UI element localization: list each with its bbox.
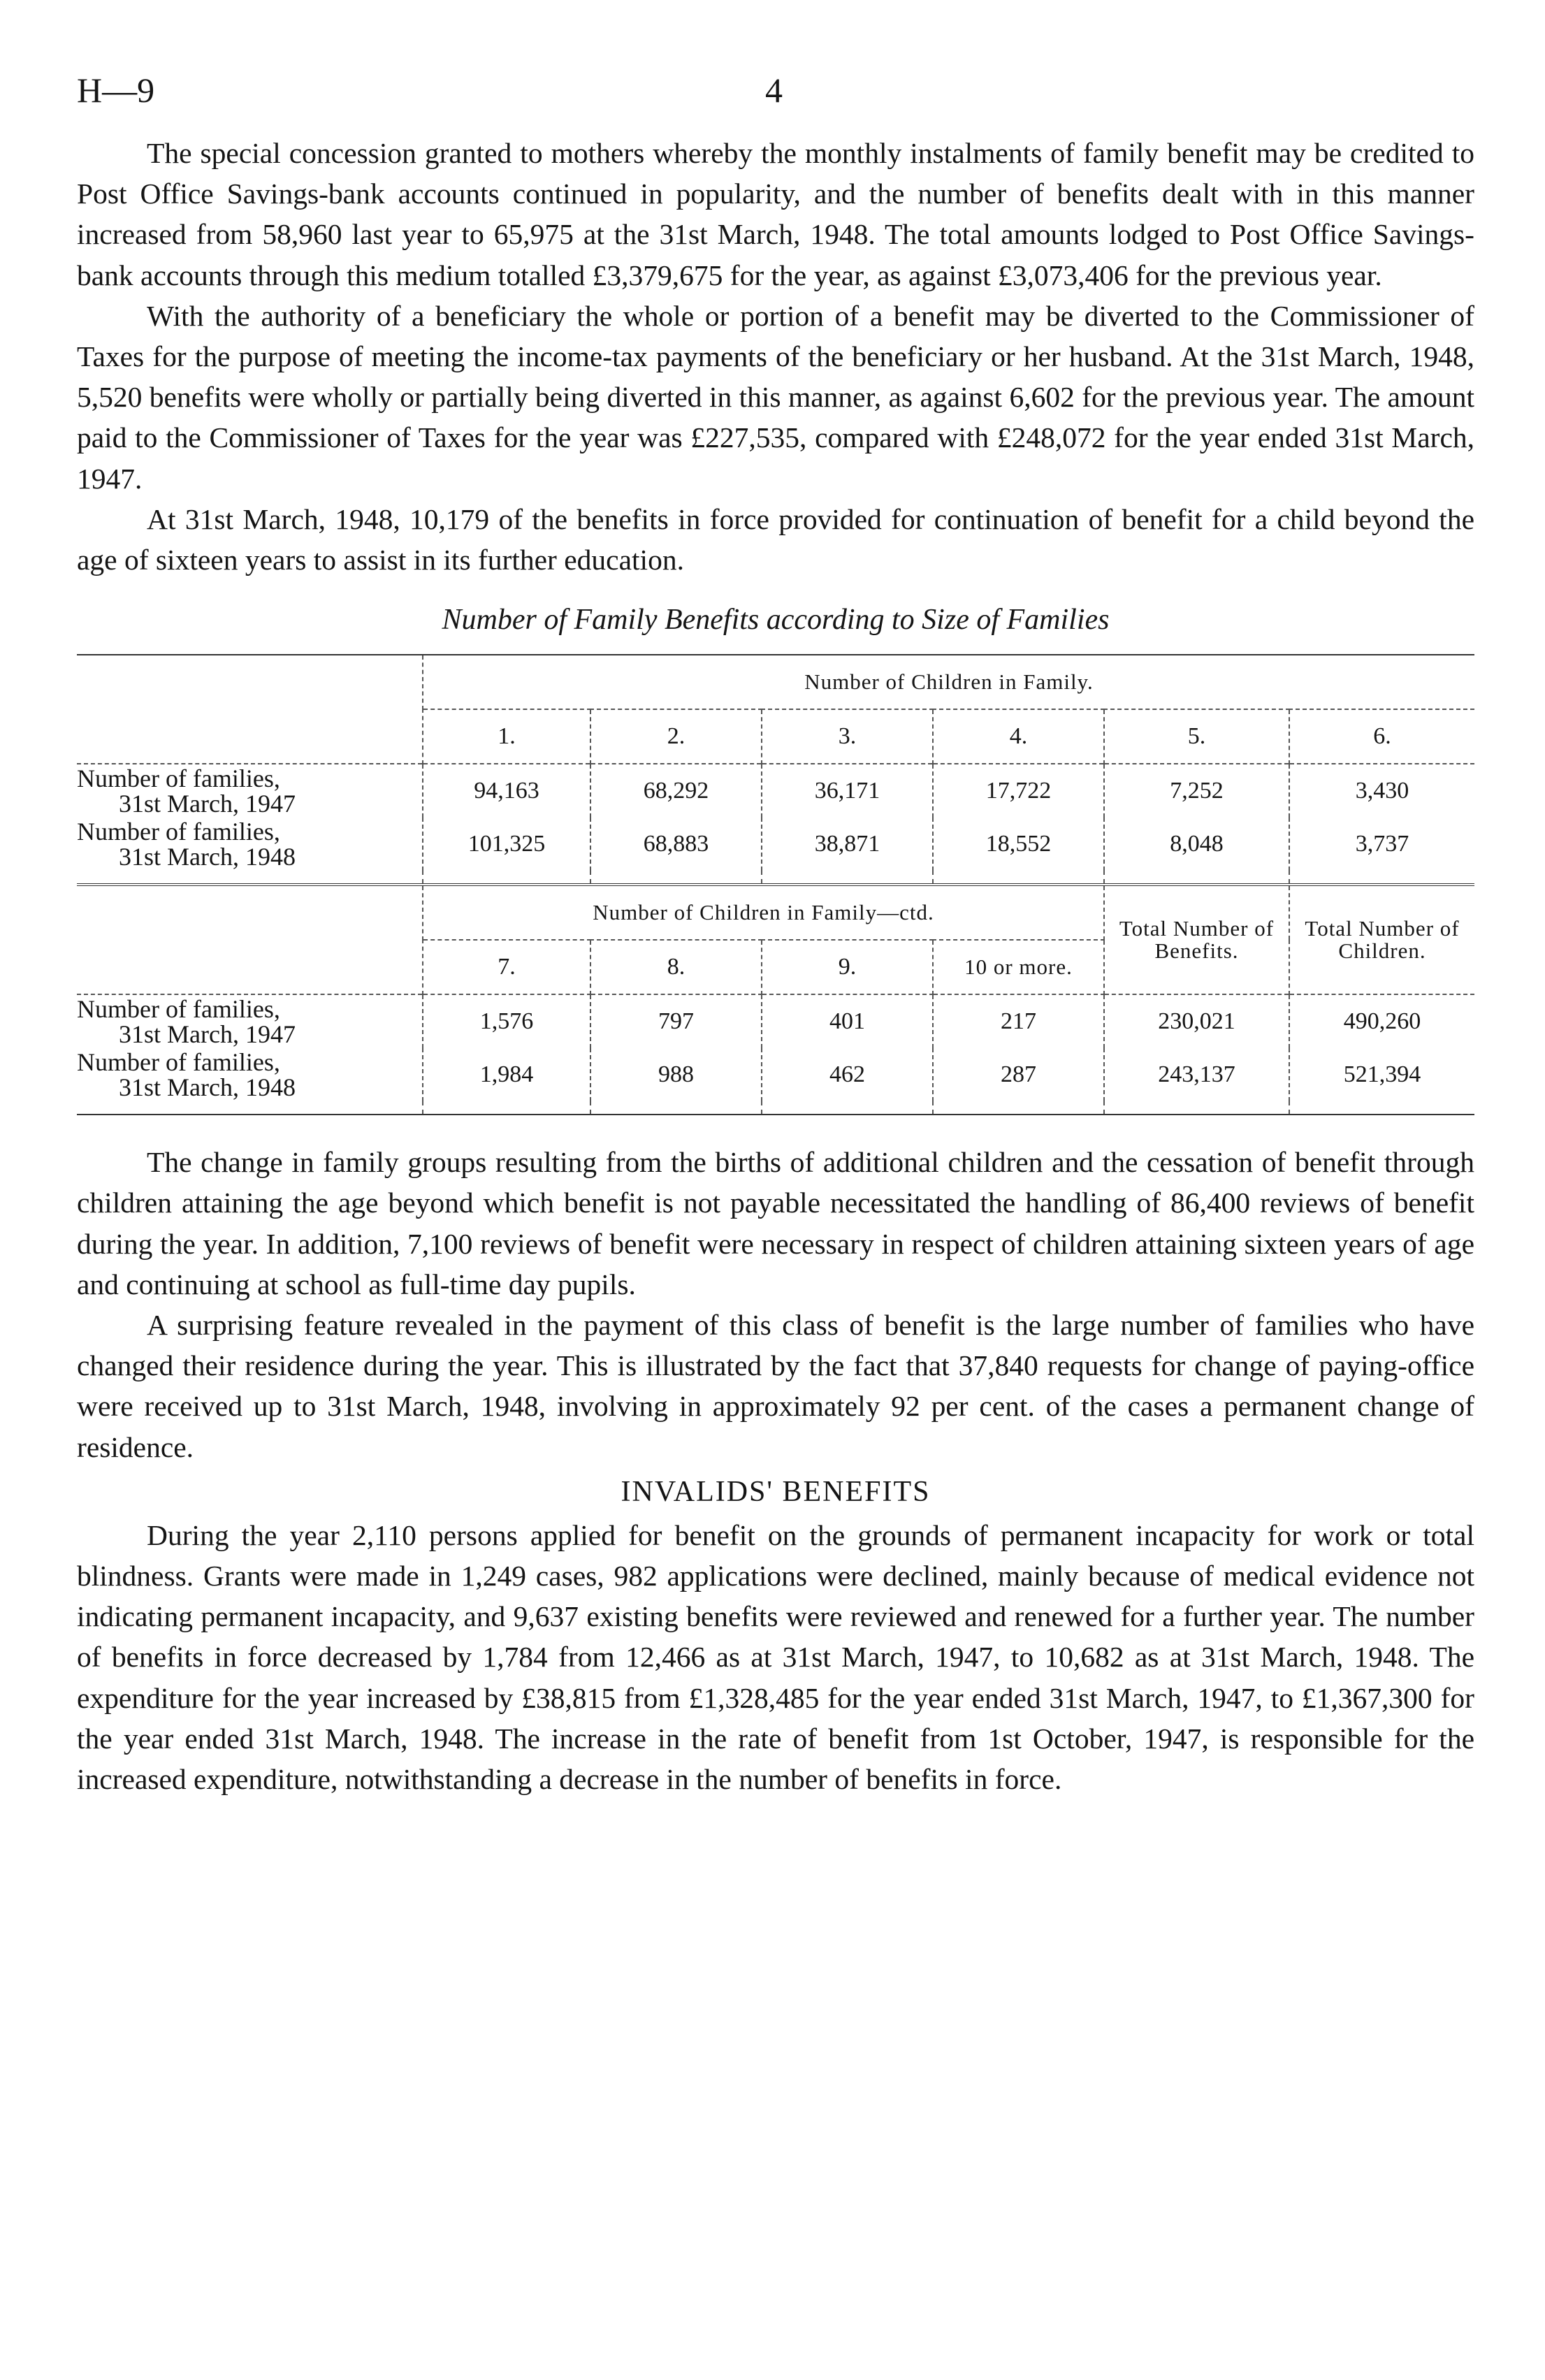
paragraph-savings-bank: The special concession granted to mothers whereby the monthly instalments of family benefit may be credited to Post Office Savings-bank accounts continued in popularity, and the number of benefits dealt with in this manner increased from 58,960 last year to 65,975 at the 31st March, 1948. The total amounts lodged to Post Office Savings-bank accounts through this medium totalled £3,379,675 for the year, as against £3,073,406 for the previous year. <box>77 137 1474 291</box>
row-label: Number of families, 31st March, 1947 <box>77 764 423 818</box>
table-row <box>77 764 1474 818</box>
table-cell: 1,576 <box>423 994 590 1048</box>
table-row <box>77 1048 1474 1101</box>
table-cell: 3,430 <box>1355 778 1409 804</box>
paragraph-income-tax: With the authority of a beneficiary the whole or portion of a benefit may be diverted to the Commissioner of Taxes for the purpose of meeting the income-tax payments of the beneficiary or her husband. At the 31st March, 1948, 5,520 benefits were wholly or partially being diverted in this manner, as against 6,602 for the previous year. The amount paid to the Commissioner of Taxes for the year was £227,535, compared with £248,072 for the year ended 31st March, 1947. <box>77 299 1474 495</box>
table-cell: 521,394 <box>1343 1061 1421 1088</box>
column-header: 3. <box>762 709 933 764</box>
paragraph-invalids-benefits: During the year 2,110 persons applied for benefit on the grounds of permanent incapacity for work or total blindness. Grants were made in 1,249 cases, 982 applications were declined, mainly because of medical evidence not indicating permanent incapacity, and 9,637 existing benefits were reviewed and renewed for a further year. The number of benefits in force decreased by 1,784 from 12,466 as at 31st March, 1947, to 10,682 as at 31st March, 1948. The expenditure for the year increased by £38,815 from £1,328,485 for the year ended 31st March, 1947, to £1,367,300 for the year ended 31st March, 1948. The increase in the rate of benefit from 1st October, 1947, is responsible for the increased expenditure, notwithstanding a decrease in the number of benefits in force. <box>77 1518 1474 1796</box>
column-header: 10 or more. <box>933 940 1104 994</box>
table-cell: 462 <box>762 1048 933 1101</box>
family-benefits-table <box>77 654 1474 1115</box>
table-cell: 68,883 <box>590 818 762 871</box>
table-divider <box>77 871 1474 885</box>
table-cell: 217 <box>933 994 1104 1048</box>
column-header: 8. <box>590 940 762 994</box>
paragraph-further-education: At 31st March, 1948, 10,179 of the benefits in force provided for continuation of benefit for a child beyond the age of sixteen years to assist in its further education. <box>77 502 1474 576</box>
table-cell: 94,163 <box>423 764 590 818</box>
total-benefits-header: Total Number of Benefits. <box>1104 885 1289 994</box>
table-cell: 68,292 <box>590 764 762 818</box>
row-label: Number of families, 31st March, 1948 <box>77 1048 423 1101</box>
table-caption: Number of Family Benefits according to Size of Families <box>442 604 1110 637</box>
table-cell: 17,722 <box>933 764 1104 818</box>
table-cell: 490,260 <box>1343 1008 1421 1035</box>
page-header <box>77 70 1474 133</box>
table-cell: 988 <box>590 1048 762 1101</box>
row-label: Number of families, 31st March, 1947 <box>77 994 423 1048</box>
total-children-header: Total Number of Children. <box>1305 916 1460 964</box>
table-stub-blank <box>77 655 423 764</box>
table-stub-blank <box>77 885 423 994</box>
page-number: 4 <box>765 71 783 110</box>
paragraph-reviews: The change in family groups resulting from the births of additional children and the cessation of benefit through children attaining the age beyond which benefit is not payable necessitated the handling of 86,400 reviews of benefit during the year. In addition, 7,100 reviews of benefit were necessary in respect of children attaining sixteen years of age and continuing at school as full-time day pupils. <box>77 1146 1474 1300</box>
table-cell: 36,171 <box>762 764 933 818</box>
column-header: 1. <box>423 709 590 764</box>
column-header: 2. <box>590 709 762 764</box>
column-header: 7. <box>423 940 590 994</box>
column-header: 5. <box>1104 709 1289 764</box>
document-page <box>77 70 1474 1799</box>
paragraph-change-of-residence: A surprising feature revealed in the payment of this class of benefit is the large number of families who have changed their residence during the year. This is illustrated by the fact that 37,840 requests for change of paying-office were received up to 31st March, 1948, involving in approximately 92 per cent. of the cases a permanent change of residence. <box>77 1309 1474 1463</box>
table-row <box>77 994 1474 1048</box>
document-reference: H—9 <box>77 71 155 110</box>
table-cell: 287 <box>933 1048 1104 1101</box>
table-cell: 101,325 <box>423 818 590 871</box>
table-cell: 243,137 <box>1104 1048 1289 1101</box>
children-in-family-ctd-header: Number of Children in Family—ctd. <box>423 885 1104 940</box>
table-cell: 8,048 <box>1104 818 1289 871</box>
children-in-family-header: Number of Children in Family. <box>423 655 1474 709</box>
table-row <box>77 818 1474 871</box>
table-cell: 7,252 <box>1104 764 1289 818</box>
table-cell: 18,552 <box>933 818 1104 871</box>
column-header: 9. <box>762 940 933 994</box>
section-heading: INVALIDS' BENEFITS <box>621 1475 931 1508</box>
table-cell: 797 <box>590 994 762 1048</box>
table-cell: 230,021 <box>1104 994 1289 1048</box>
column-header: 6. <box>1373 723 1391 750</box>
table-bottom-rule <box>77 1101 1474 1115</box>
table-part2-group-header-row <box>77 885 1474 940</box>
row-label: Number of families, 31st March, 1948 <box>77 818 423 871</box>
table-cell: 3,737 <box>1355 831 1409 857</box>
table-cell: 38,871 <box>762 818 933 871</box>
table-cell: 401 <box>762 994 933 1048</box>
table-cell: 1,984 <box>423 1048 590 1101</box>
table-part1-group-header-row <box>77 655 1474 709</box>
column-header: 4. <box>933 709 1104 764</box>
